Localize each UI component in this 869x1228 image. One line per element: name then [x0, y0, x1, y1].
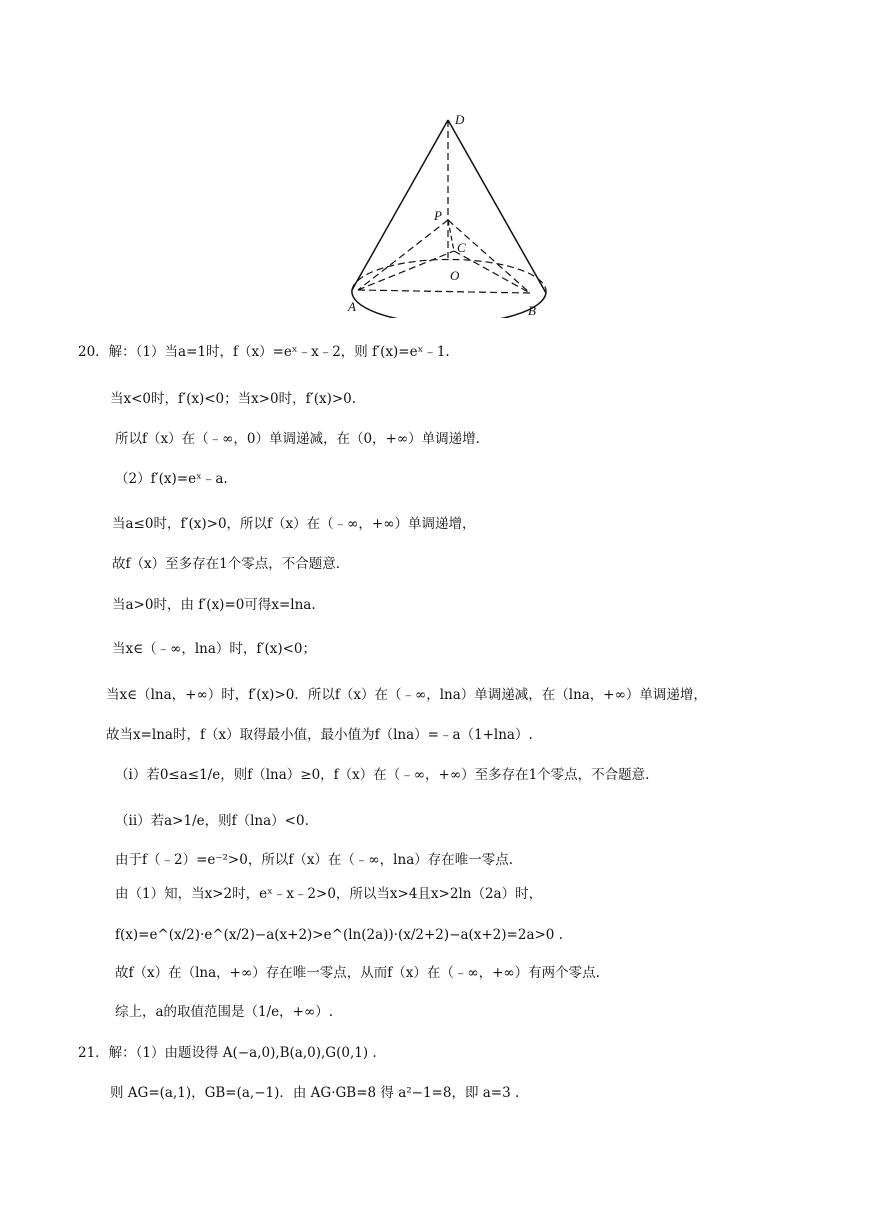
text-line: 所以f（x）在（﹣∞，0）单调递减，在（0，+∞）单调递增. [115, 431, 480, 447]
label-d: D [455, 112, 465, 127]
text-line: 当a≤0时，f′(x)>0，所以f（x）在（﹣∞，+∞）单调递增， [112, 516, 476, 532]
text-line: 由（1）知，当x>2时，eˣ﹣x﹣2>0，所以当x>4且x>2ln（2a）时， [115, 886, 543, 902]
label-c: C [457, 240, 466, 255]
text-line: 当x∈（lna，+∞）时，f′(x)>0．所以f（x）在（﹣∞，lna）单调递减，在（lna，+∞）单调递增， [106, 687, 707, 703]
text-line: 故f（x）至多存在1个零点，不合题意. [112, 556, 340, 572]
text-line: 21．解：（1）由题设得 A(−a,0),B(a,0),G(0,1) . [78, 1045, 377, 1061]
label-o: O [450, 268, 460, 283]
formula-line: f(x)=e^(x/2)·e^(x/2)−a(x+2)>e^(ln(2a))·(x/2+2)−a(x+2)=2a>0 . [115, 927, 563, 943]
text-line: 则 AG=(a,1)，GB=(a,−1)．由 AG·GB=8 得 a²−1=8，即 a=3 . [110, 1085, 520, 1101]
text-line: 综上，a的取值范围是（1/e，+∞）. [115, 1004, 334, 1020]
label-p: P [434, 208, 442, 223]
text-line: 当a>0时，由 f′(x)=0可得x=lna. [112, 597, 316, 613]
text-line: 故f（x）在（lna，+∞）存在唯一零点，从而f（x）在（﹣∞，+∞）有两个零点. [115, 965, 600, 981]
text-line: 由于f（﹣2）=e⁻²>0，所以f（x）在（﹣∞，lna）存在唯一零点. [115, 852, 514, 868]
cone-figure [340, 108, 560, 318]
label-b: B [528, 303, 536, 318]
text-line: （ii）若a>1/e，则f（lna）<0. [115, 813, 309, 829]
text-line: （i）若0≤a≤1/e，则f（lna）≥0，f（x）在（﹣∞，+∞）至多存在1个零点，不合题意. [115, 767, 650, 783]
label-a: A [348, 299, 356, 314]
text-line: （2）f′(x)=eˣ﹣a. [115, 471, 228, 487]
text-line: 当x<0时，f′(x)<0；当x>0时，f′(x)>0. [110, 391, 357, 407]
text-line: 故当x=lna时，f（x）取得最小值，最小值为f（lna）=﹣a（1+lna）. [106, 727, 533, 743]
text-line: 20．解：（1）当a=1时，f（x）=eˣ﹣x﹣2，则 f′(x)=eˣ﹣1. [78, 344, 450, 360]
text-line: 当x∈（﹣∞，lna）时，f′(x)<0； [112, 641, 317, 657]
